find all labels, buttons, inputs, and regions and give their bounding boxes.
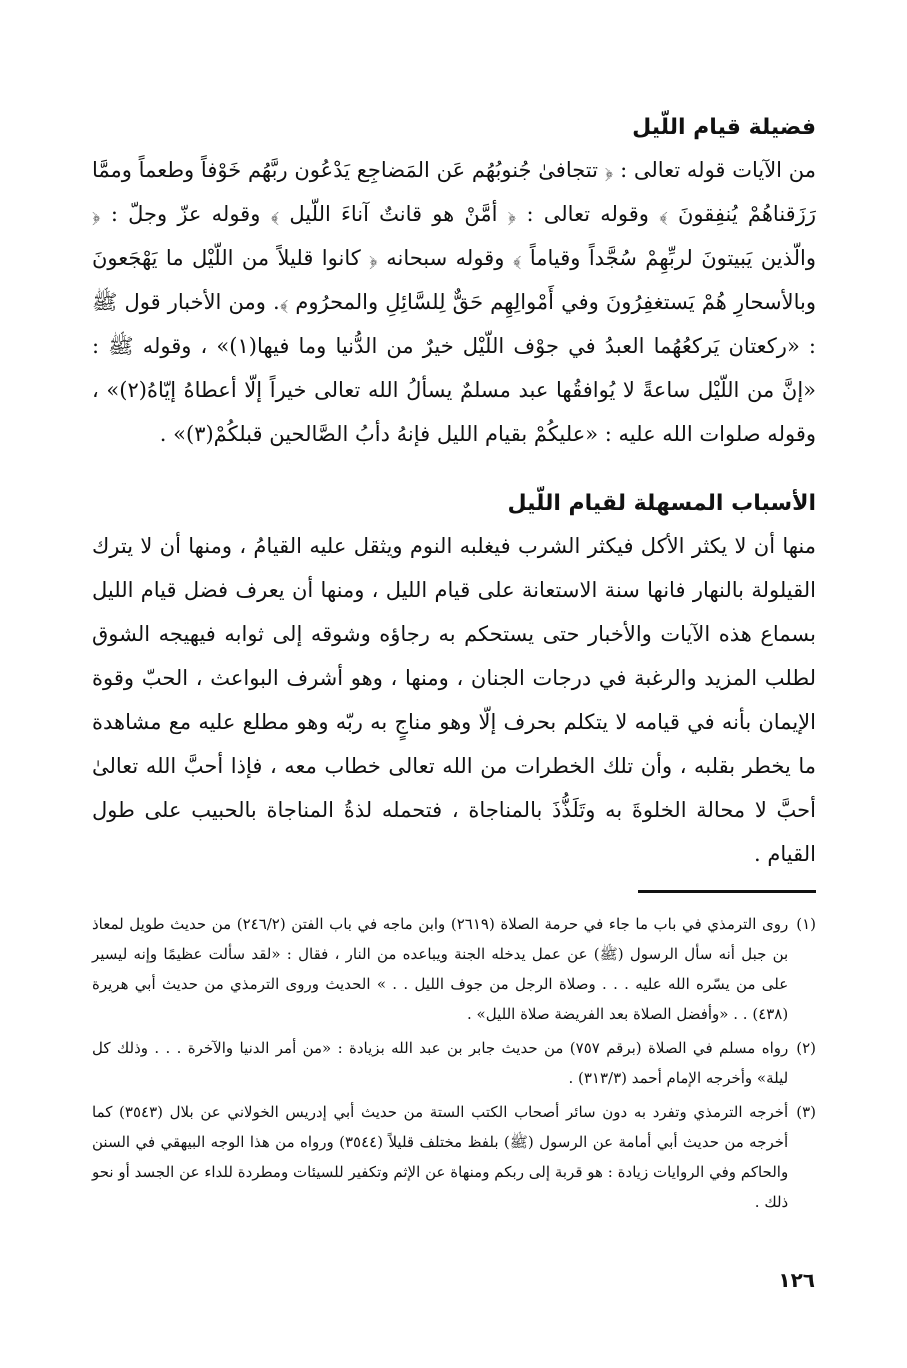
footnote-1 (92, 909, 816, 1029)
footnote-3 (92, 1097, 816, 1217)
section-paragraph-easing-causes: منها أن لا يكثر الأكل فيكثر الشرب فيغلبه النوم ويثقل عليه القيامُ ، ومنها أن لا يترك القيلولة بالنهار فانها سنة الاستعانة على قيام الليل ، ومنها أن يعرف فضل قيام الليل بسماع هذه الآيات والأخبار حتى يستحكم به رجاؤه وشوقه إلى ثوابه فيهيجه الشوق لطلب المزيد والرغبة في درجات الجنان ، ومنها ، وهو أشرف البواعث ، الحبّ وقوة الإيمان بأنه في قيامه لا يتكلم بحرف إلّا وهو مناجٍ به ربّه وهو مطلع عليه مع مشاهدة ما يخطر بقلبه ، وأن تلك الخطرات من الله تعالى خطاب معه ، فإذا أحبَّ الله تعالىٰ أحبَّ لا محالة الخلوةَ به وتَلَذُّذَ بالمناجاة ، فتحمله لذةُ المناجاة بالحبيب على طول القيام . (92, 534, 816, 866)
section-paragraph-night-prayer-virtue: من الآيات قوله تعالى : ﴿ تتجافىٰ جُنوبُهُم عَن المَضاجِع يَدْعُون ربَّهُم خَوْفاً وطعماً وممَّا رَزَقناهُمْ يُنفِقونَ ﴾ وقوله تعالى : ﴿ أمَّنْ هو قانتٌ آناءَ اللّيل ﴾ وقوله عزّ وجلّ : ﴿ والّذين يَبيتونَ لربِّهِمْ سُجَّداً وقياماً ﴾ وقوله سبحانه ﴿ كانوا قليلاً من اللّيْل ما يَهْجَعونَ وبالأسحارِ هُمْ يَستغفِرُونَ وفي أَمْوالِهِم حَقٌّ لِلسَّائِلِ والمحرُوم ﴾. ومن الأخبار قول ﷺ : «ركعتان يَركعُهُما العبدُ في جوْف اللّيْل خيرٌ من الدُّنيا وما فيها(١)» ، وقوله ﷺ : «إنَّ من اللّيْل ساعةً لا يُوافقُها عبد مسلمٌ يسألُ الله تعالى خيراً إلّا أعطاهُ إيّاهُ(٢)» ، وقوله صلوات الله عليه : «عليكُمْ بقيام الليل فإنهُ دأبُ الصَّالحين قبلكُمْ(٣)» . (92, 158, 816, 446)
footnote-text: رواه مسلم في الصلاة (برقم ٧٥٧) من حديث جابر بن عبد الله بزيادة : «من أمر الدنيا والآخرة . . . وذلك كل ليلة» وأخرجه الإمام أحمد (٣١٣/٣) . (92, 1039, 789, 1087)
section-title-night-prayer-virtue: فضيلة قيام اللّيل (632, 115, 816, 140)
footnote-text: أخرجه الترمذي وتفرد به دون سائر أصحاب الكتب الستة من حديث أبي إدريس الخولاني عن بلال (٣٥٤٣) كما أخرجه من حديث أبي أمامة عن الرسول (ﷺ) بلفظ مختلف قليلاً (٣٥٤٤) ورواه من هذا الوجه البيهقي في السنن والحاكم وفي الروايات زيادة : هو قربة إلى ربكم ومنهاة عن الإثم وتكفير للسيئات ومطردة للداء عن الجسد أو نحو ذلك . (92, 1103, 789, 1211)
page-number: ١٢٦ (778, 1268, 815, 1292)
footnote-number: (٢) (796, 1039, 816, 1057)
section-title-easing-causes: الأسباب المسهلة لقيام اللّيل (507, 491, 816, 516)
footnote-2 (92, 1033, 816, 1093)
footnote-number: (١) (796, 915, 816, 933)
book-page (92, 96, 816, 1336)
footnote-text: روى الترمذي في باب ما جاء في حرمة الصلاة (٢٦١٩) وابن ماجه في باب الفتن (٢٤٦/٢) من حديث طويل لمعاذ بن جبل أنه سأل الرسول (ﷺ) عن عمل يدخله الجنة ويباعده من النار ، فقال : «لقد سألت عظيمًا وإنه ليسير على من يسّره الله عليه . . . وصلاة الرجل من جوف الليل . . » الحديث وروى الترمذي من حديث أبي هريرة (٤٣٨) . . «وأفضل الصلاة بعد الفريضة صلاة الليل» . (92, 915, 789, 1023)
footnotes (92, 909, 816, 1217)
footnote-number: (٣) (796, 1103, 816, 1121)
section-spacer (92, 456, 816, 472)
footnote-divider (638, 890, 816, 893)
